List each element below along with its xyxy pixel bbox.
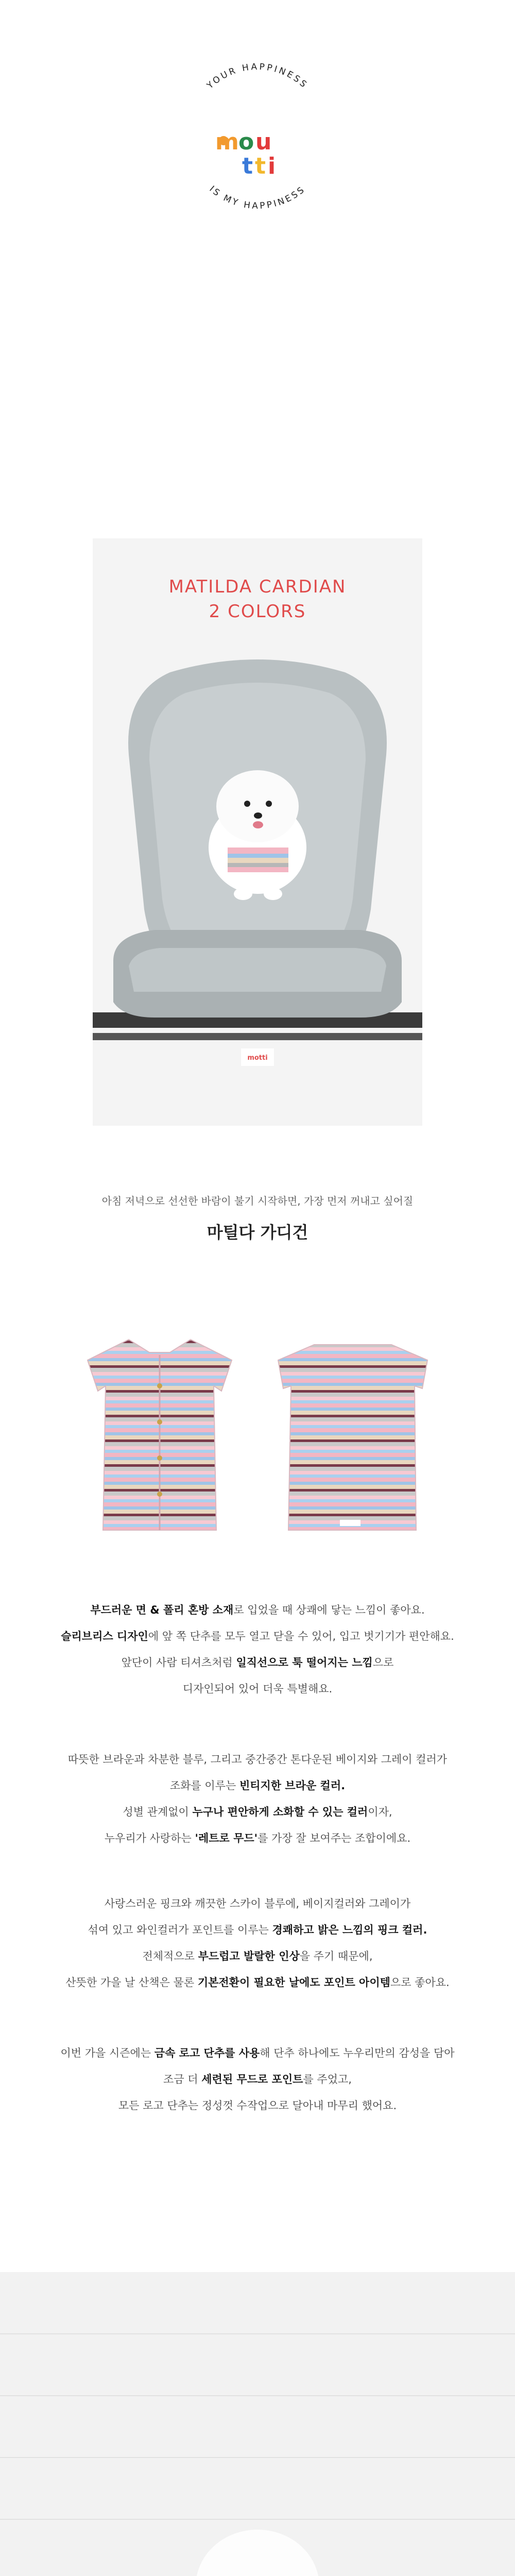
highlight-text: 누구나 편안하게 소화할 수 있는 컬러 (192, 1806, 368, 1818)
body-text: 사랑스러운 핑크와 깨끗한 스카이 블루에, 베이지컬러와 그레이가 (104, 1897, 411, 1910)
lifestyle-photo-1 (0, 2272, 515, 2576)
highlight-text: 슬리브리스 디자인 (61, 1630, 148, 1642)
brand-logo-mark (170, 49, 345, 224)
highlight-text: 금속 로고 단추를 사용 (154, 2047, 260, 2059)
description-line (0, 2093, 515, 2119)
description-block-2 (0, 1747, 515, 1852)
highlight-text: 경쾌하고 밝은 느낌의 핑크 컬러. (272, 1924, 427, 1936)
description-line (0, 1597, 515, 1623)
body-text: 누우리가 사랑하는 (104, 1832, 195, 1844)
hero-title-line2: 2 COLORS (209, 601, 306, 622)
body-text: 을 주기 때문에, (299, 1950, 373, 1962)
description-line (0, 1943, 515, 1970)
body-text: 이번 가을 시즌에는 (60, 2047, 154, 2059)
svg-text:i: i (268, 153, 276, 179)
highlight-text: 빈티지한 브라운 컬러. (239, 1780, 346, 1792)
svg-text:m: m (215, 129, 239, 155)
intro-title: 마틸다 가디건 (207, 1223, 308, 1242)
highlight-text: '레트로 무드' (195, 1832, 258, 1844)
body-text: 로 입었을 때 상쾌에 닿는 느낌이 좋아요. (233, 1604, 425, 1616)
body-text: 앞단이 사람 티셔츠처럼 (121, 1656, 236, 1669)
description-line (0, 1747, 515, 1773)
body-text: 으로 좋아요. (390, 1976, 450, 1989)
lifestyle-illustration-1 (0, 2272, 515, 2576)
brand-logo (170, 49, 345, 224)
body-text: 전체적으로 (142, 1950, 198, 1962)
highlight-text: 기본전환이 필요한 날에도 포인트 아이템 (197, 1976, 390, 1989)
highlight-text: 세련된 무드로 포인트 (201, 2073, 303, 2086)
description-line (0, 1773, 515, 1799)
body-text: 를 주었고, (303, 2073, 352, 2086)
highlight-text: 부드럽고 발랄한 인상 (198, 1950, 300, 1962)
cardigan-illustration (72, 1329, 443, 1551)
description-line (0, 1650, 515, 1676)
hero-title-line1: MATILDA CARDIAN (168, 577, 347, 597)
body-text: 디자인되어 있어 더욱 특별해요. (182, 1683, 333, 1695)
hero-title (93, 574, 422, 624)
hero-photo (93, 538, 422, 1126)
svg-text:t: t (242, 153, 253, 179)
highlight-text: 부드러운 면 & 폴리 혼방 소재 (90, 1604, 234, 1616)
body-text: 따뜻한 브라운과 차분한 블루, 그리고 중간중간 톤다운된 베이지와 그레이 컬러가 (67, 1753, 448, 1766)
description-block-1 (0, 1597, 515, 1702)
description-line (0, 1825, 515, 1852)
body-text: 산뜻한 가을 날 산책은 물론 (65, 1976, 198, 1989)
body-text: 섞여 있고 와인컬러가 포인트를 이루는 (88, 1924, 272, 1936)
description-line (0, 1623, 515, 1650)
body-text: 해 단추 하나에도 누우리만의 감성을 담아 (260, 2047, 455, 2059)
body-text: 모든 로고 단추는 정성껏 수작업으로 달아내 마무리 했어요. (118, 2099, 397, 2112)
description-line (0, 1799, 515, 1825)
product-flatlay (72, 1329, 443, 1551)
logo-ring-top-text: YOUR HAPPINESS (205, 61, 310, 91)
hero-tag-logo: motti (247, 1054, 268, 1062)
description-block-4 (0, 2040, 515, 2119)
svg-text:YOUR HAPPINESS (204, 62, 310, 91)
body-text: 조금 더 (163, 2073, 202, 2086)
description-line (0, 1676, 515, 1702)
svg-text:t: t (255, 153, 266, 179)
description-line (0, 1917, 515, 1943)
description-line (0, 2040, 515, 2066)
description-line (0, 2066, 515, 2093)
logo-ring-bottom-text: IS MY HAPPINESS (207, 184, 308, 212)
body-text: 에 앞 쪽 단추를 모두 열고 닫을 수 있어, 입고 벗기기가 편안해요. (148, 1630, 454, 1642)
hero-illustration (93, 538, 422, 1126)
highlight-text: 일직선으로 툭 떨어지는 느낌 (236, 1656, 373, 1669)
body-text: 성별 관계없이 (123, 1806, 193, 1818)
description-line (0, 1891, 515, 1917)
body-text: 조화를 이루는 (169, 1780, 239, 1792)
description-line (0, 1970, 515, 1996)
body-text: 이자, (368, 1806, 392, 1818)
body-text: 으로 (372, 1656, 394, 1669)
svg-text:IS MY HAPPINESS (207, 184, 307, 211)
body-text: 를 가장 잘 보여주는 조합이에요. (258, 1832, 411, 1844)
svg-text:u: u (255, 129, 272, 155)
svg-text:o: o (238, 129, 254, 155)
intro-subtitle: 아침 저녁으로 선선한 바람이 불기 시작하면, 가장 먼저 꺼내고 싶어질 (101, 1195, 414, 1207)
description-block-3 (0, 1891, 515, 1996)
